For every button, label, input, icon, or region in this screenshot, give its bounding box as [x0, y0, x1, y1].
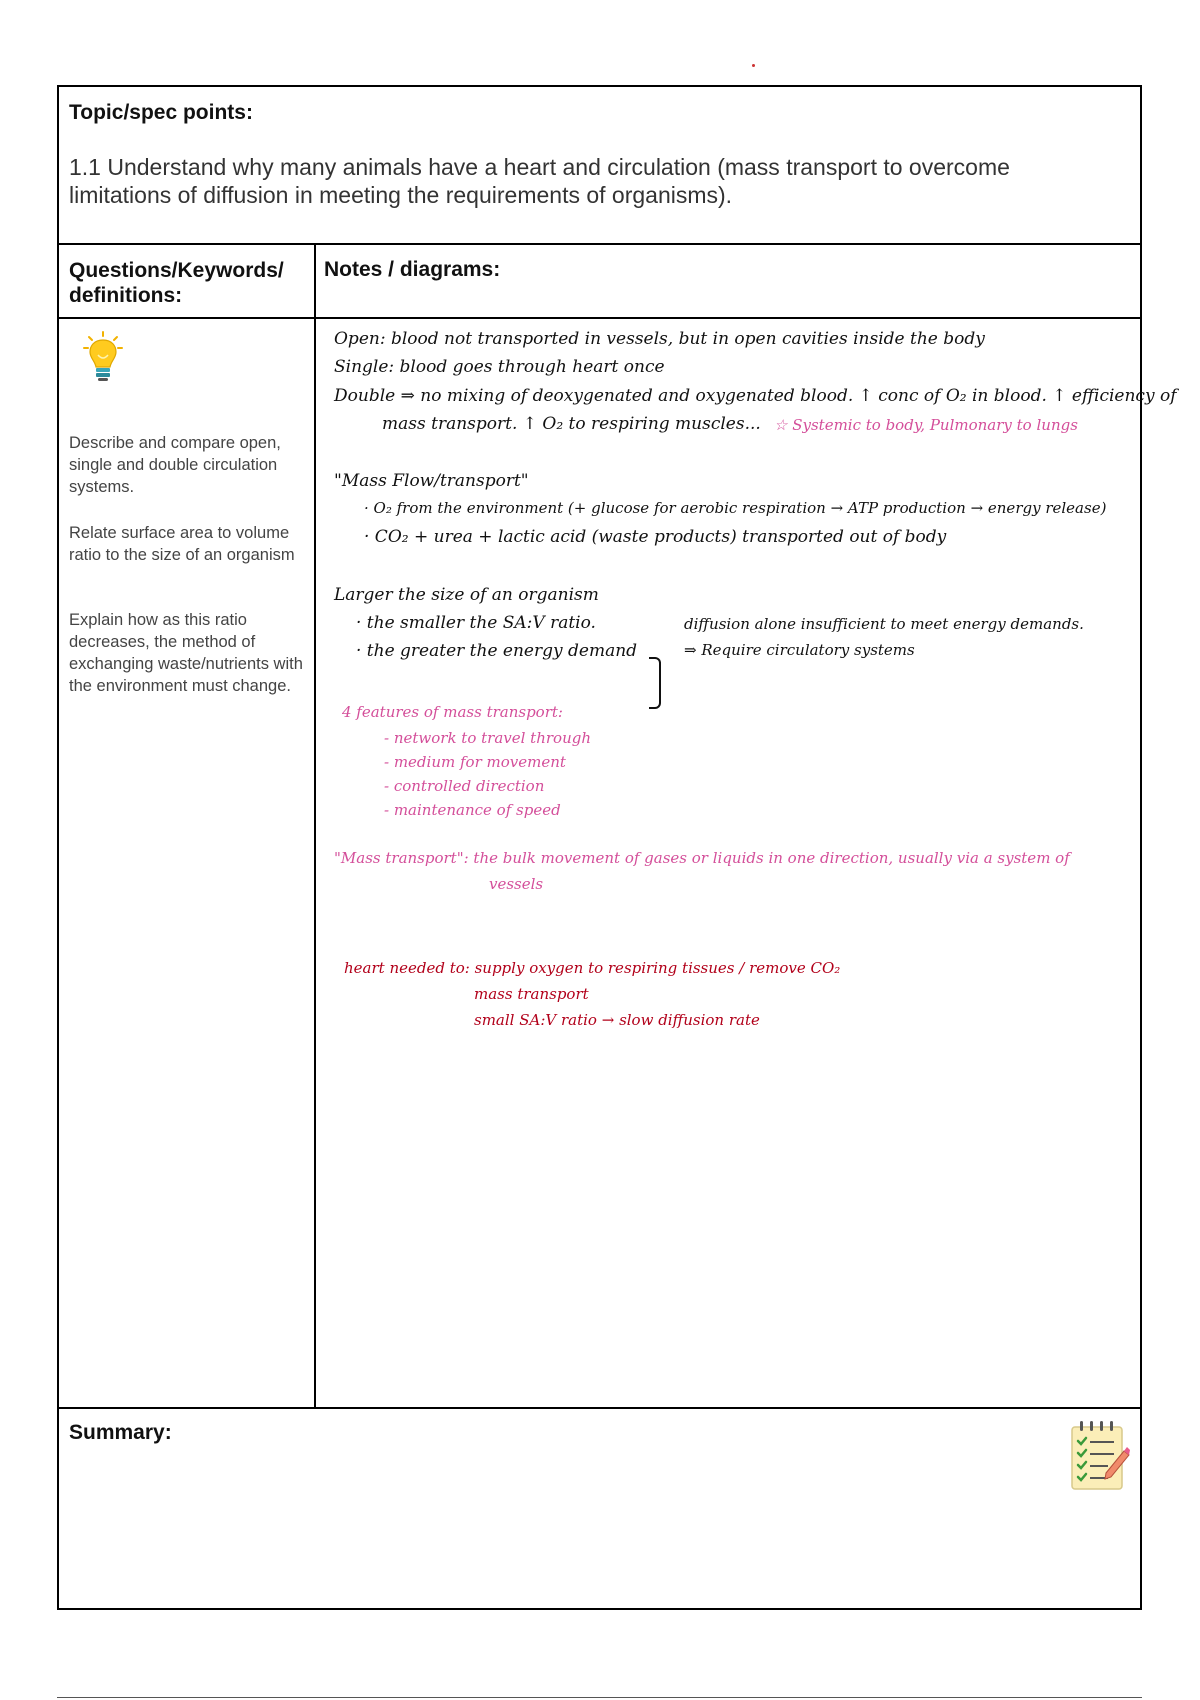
note-diffusion-insufficient: diffusion alone insufficient to meet energy demands.	[684, 615, 1084, 633]
column-divider	[314, 245, 316, 317]
note-smaller-ratio: · the smaller the SA:V ratio.	[356, 613, 596, 633]
note-heart-small-ratio: small SA:V ratio → slow diffusion rate	[474, 1011, 760, 1029]
summary-heading: Summary:	[69, 1421, 172, 1444]
note-systemic-pulmonary: ☆ Systemic to body, Pulmonary to lungs	[774, 416, 1078, 434]
column-headings	[59, 245, 1140, 319]
note-features-title: 4 features of mass transport:	[342, 703, 563, 721]
note-mass-flow-title: "Mass Flow/transport"	[334, 471, 529, 491]
note-feature-speed: - maintenance of speed	[384, 801, 561, 819]
question-exchange-method: Explain how as this ratio decreases, the method of exchanging waste/nutrients with the environment must change.	[69, 611, 303, 695]
note-energy-demand: · the greater the energy demand	[356, 641, 638, 661]
topic-section	[59, 87, 1140, 245]
note-feature-network: - network to travel through	[384, 729, 591, 747]
question-circulation-systems: Describe and compare open, single and double circulation systems.	[69, 434, 281, 496]
footer-rule	[57, 1697, 1142, 1698]
notepad-checklist-icon	[1068, 1419, 1130, 1493]
stray-mark	[752, 64, 755, 67]
topic-heading: Topic/spec points:	[69, 101, 253, 124]
note-heart-needed: heart needed to: supply oxygen to respiring tissues / remove CO₂	[344, 959, 841, 977]
brace-mark	[649, 657, 661, 709]
summary-section	[59, 1409, 1140, 1608]
note-mass-transport-definition: "Mass transport": the bulk movement of gases or liquids in one direction, usually via a system of	[334, 849, 1070, 867]
lightbulb-icon	[83, 331, 123, 383]
question-sa-volume-ratio: Relate surface area to volume ratio to the size of an organism	[69, 524, 295, 564]
note-larger-organism: Larger the size of an organism	[334, 585, 599, 605]
note-feature-direction: - controlled direction	[384, 777, 545, 795]
cornell-notes-sheet	[57, 85, 1177, 1610]
note-mass-flow-waste: · CO₂ + urea + lactic acid (waste products) transported out of body	[364, 527, 947, 547]
note-feature-medium: - medium for movement	[384, 753, 566, 771]
note-mass-flow-oxygen: · O₂ from the environment (+ glucose for aerobic respiration → ATP production → energy release)	[364, 499, 1107, 517]
questions-heading: Questions/Keywords/ definitions:	[69, 259, 284, 307]
notes-heading: Notes / diagrams:	[324, 258, 501, 281]
notes-body	[59, 319, 1177, 1409]
note-open-circulation: Open: blood not transported in vessels, but in open cavities inside the body	[334, 329, 985, 349]
note-single-circulation: Single: blood goes through heart once	[334, 357, 665, 377]
note-require-circulatory: ⇒ Require circulatory systems	[684, 641, 915, 659]
note-double-circulation-cont: mass transport. ↑ O₂ to respiring muscles...	[382, 414, 761, 434]
handwritten-notes	[314, 319, 1177, 1407]
note-mass-transport-definition-cont: vessels	[489, 875, 544, 893]
note-double-circulation: Double ⇒ no mixing of deoxygenated and oxygenated blood. ↑ conc of O₂ in blood. ↑ efficiency of	[334, 386, 1177, 406]
note-heart-mass-transport: mass transport	[474, 985, 589, 1003]
spec-point: 1.1 Understand why many animals have a heart and circulation (mass transport to overcome limitations of diffusion in meeting the requirements of organisms).	[69, 154, 1010, 208]
